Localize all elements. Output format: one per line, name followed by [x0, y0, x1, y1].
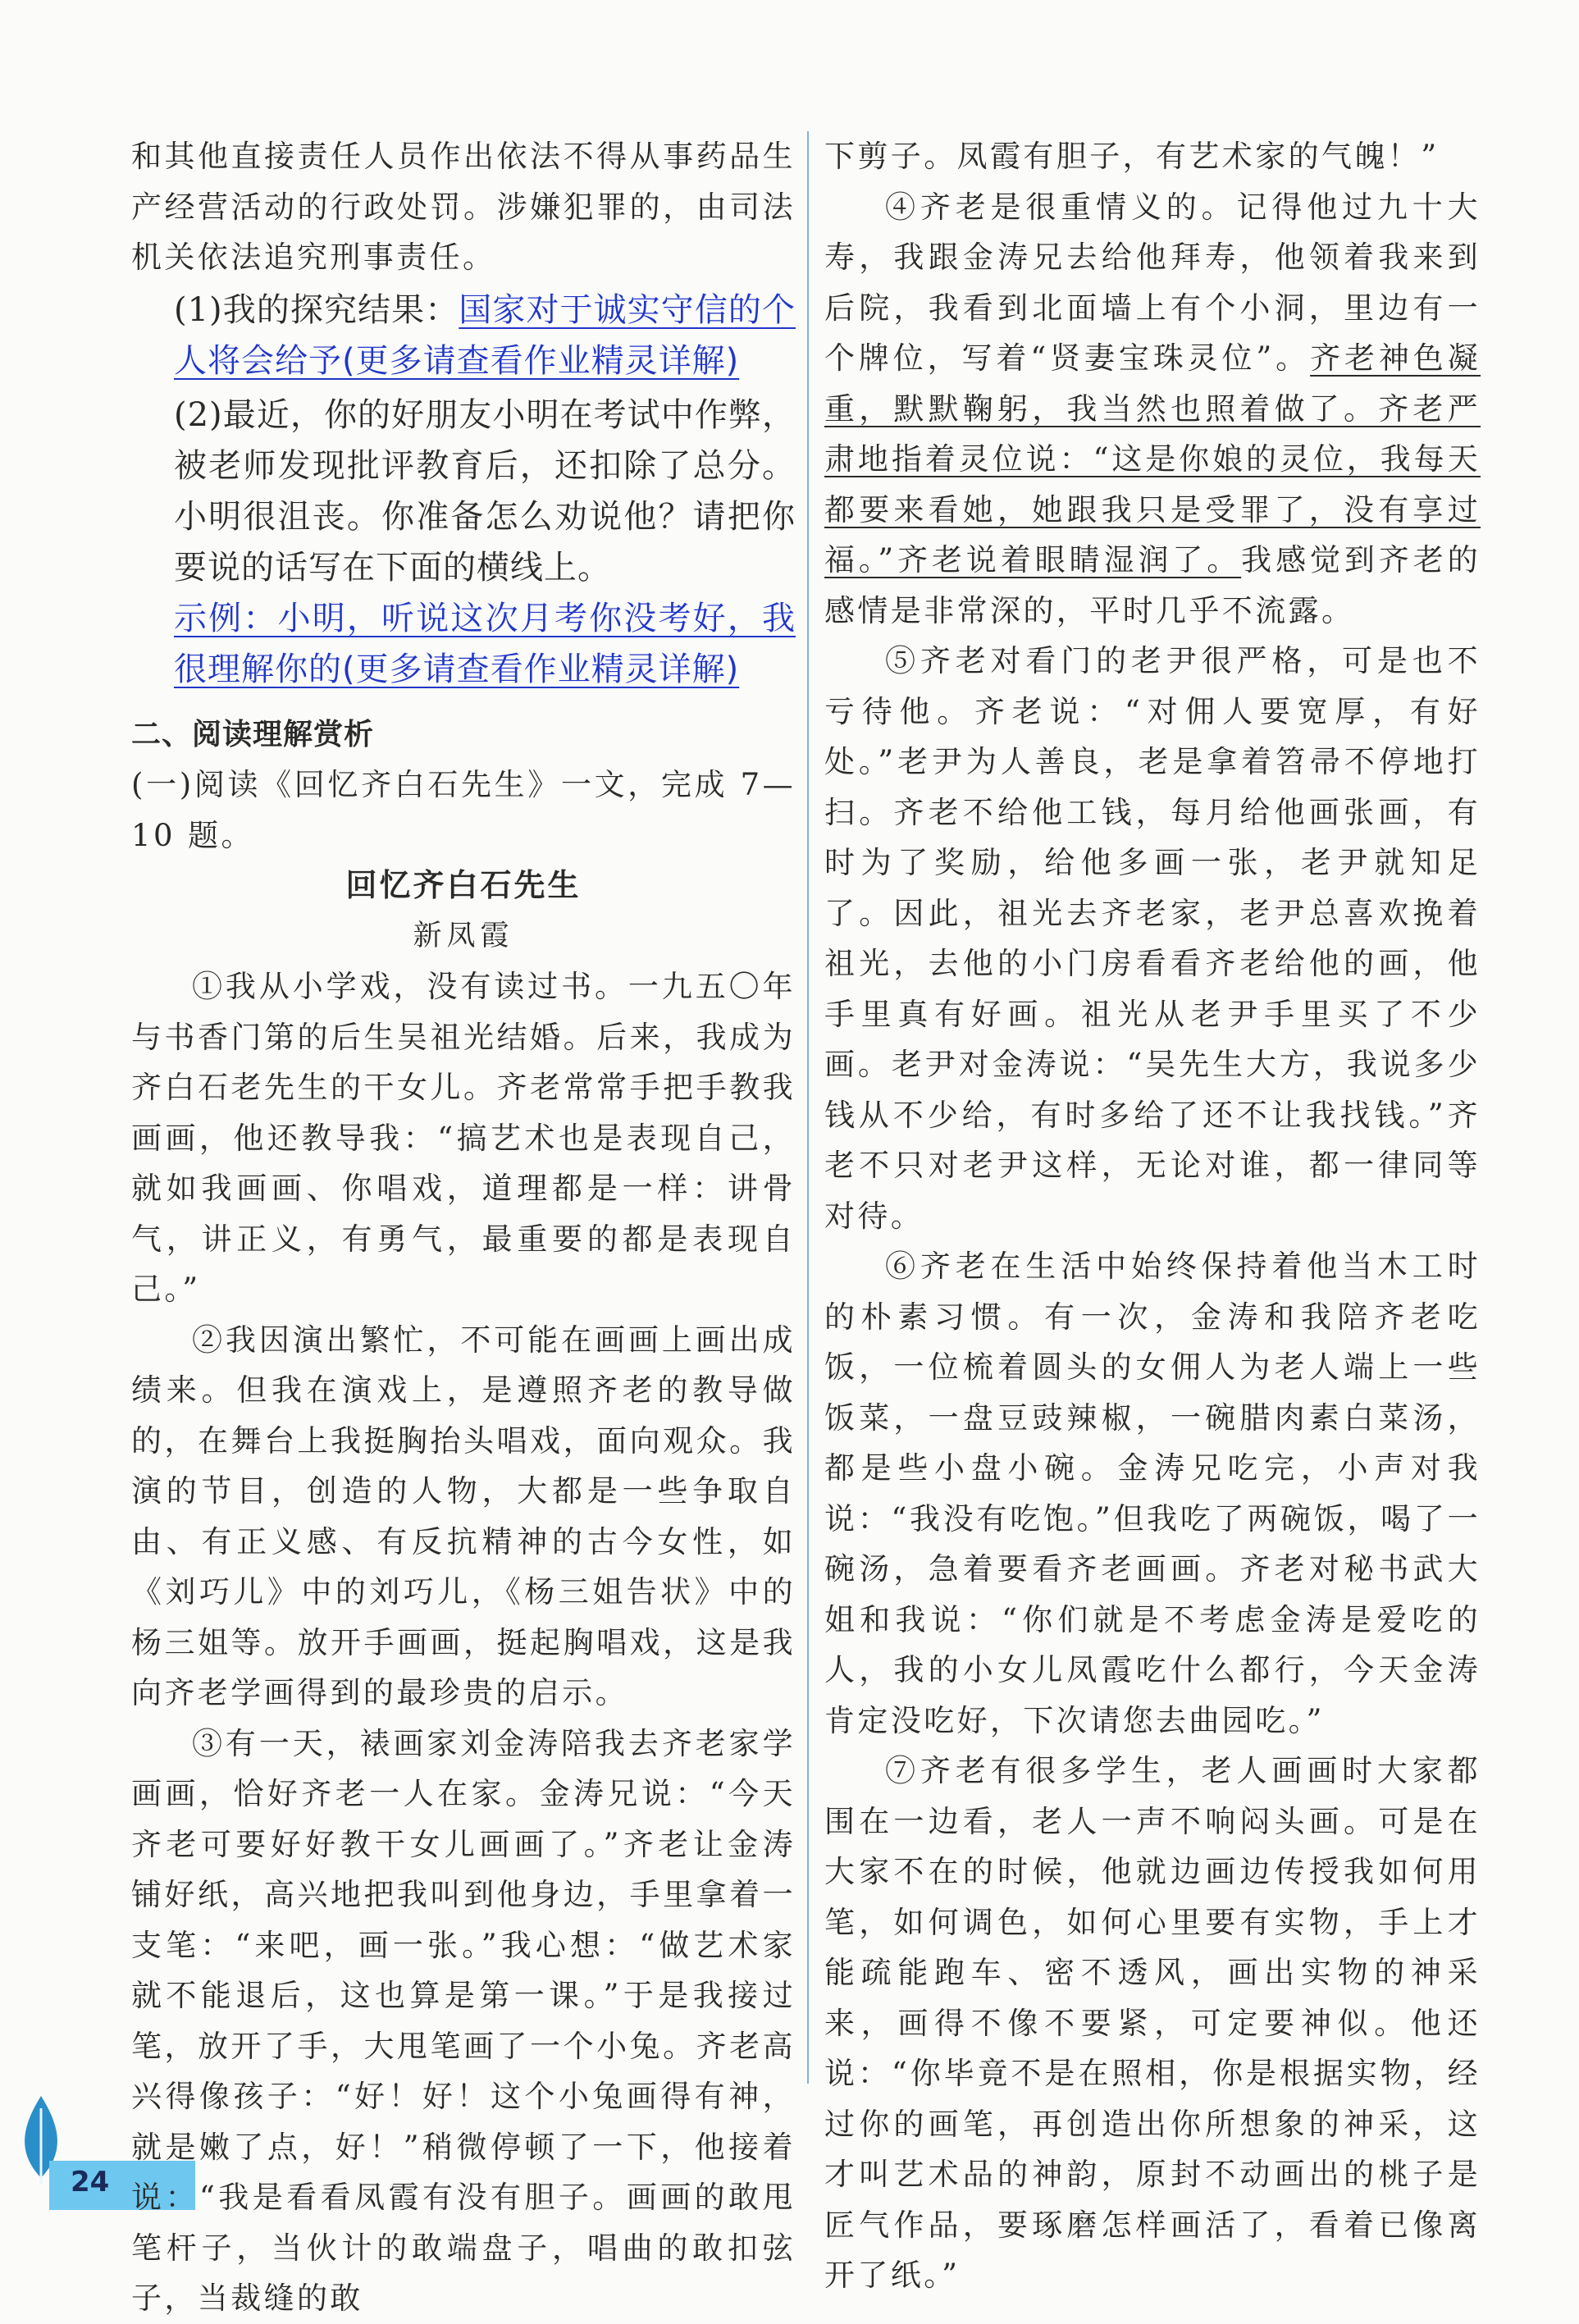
intro-text: 和其他直接责任人员作出依法不得从事药品生产经营活动的行政处罚。涉嫌犯罪的，由司法机关依法追究刑事责任。 — [131, 139, 796, 275]
question-1 — [131, 285, 796, 386]
question-2 — [131, 390, 796, 695]
paragraph-4 — [824, 182, 1481, 637]
q2-text: (2)最近，你的好朋友小明在考试中作弊，被老师发现批评教育后，还扣除了总分。小明很沮丧。你准备怎么劝说他？请把你要说的话写在下面的横线上。 — [174, 395, 796, 587]
paragraph-6: ⑥齐老在生活中始终保持着他当木工时的朴素习惯。有一次，金涛和我陪齐老吃饭，一位梳着圆头的女佣人为老人端上一些饭菜，一盘豆豉辣椒，一碗腊肉素白菜汤，都是些小盘小碗。金涛兄吃完，小声对我说：“我没有吃饱。”但我吃了两碗饭，喝了一碗汤，急着要看齐老画画。齐老对秘书武大姐和我说：“你们就是不考虑金涛是爱吃的人，我的小女儿凤霞吃什么都行，今天金涛肯定没吃好，下次请您去曲园吃。” — [824, 1249, 1481, 1738]
right-column — [824, 131, 1481, 2301]
paragraph-5: ⑤齐老对看门的老尹很严格，可是也不亏待他。齐老说：“对佣人要宽厚，有好处。”老尹为人善良，老是拿着笤帚不停地打扫。齐老不给他工钱，每月给他画张画，有时为了奖励，给他多画一张，老尹就知足了。因此，祖光去齐老家，老尹总喜欢挽着祖光，去他的小门房看看齐老给他的画，他手里真有好画。祖光从老尹手里买了不少画。老尹对金涛说：“吴先生大方，我说多少钱从不少给，有时多给了还不让我找钱。”齐老不只对老尹这样，无论对谁，都一律同等对待。 — [824, 643, 1481, 1234]
paragraph-3-end: 下剪子。凤霞有胆子，有艺术家的气魄！” — [824, 139, 1440, 174]
paragraph-3: ③有一天，裱画家刘金涛陪我去齐老家学画画，恰好齐老一人在家。金涛兄说：“今天齐老可要好好教干女儿画画了。”齐老让金涛铺好纸，高兴地把我叫到他身边，手里拿着一支笔：“来吧，画一张。”我心想：“做艺术家就不能退后，这也算是第一课。”于是我接过笔，放开了手，大甩笔画了一个小兔。齐老高兴得像孩子：“好！好！这个小兔画得有神，就是嫩了点，好！”稍微停顿了一下，他接着说：“我是看看凤霞有没有胆子。画画的敢甩笔杆子，当伙计的敢端盘子，唱曲的敢扣弦子，当裁缝的敢 — [131, 1725, 796, 2316]
q2-answer: 示例：小明，听说这次月考你没考好，我很理解你的(更多请查看作业精灵详解) — [174, 599, 796, 688]
article-author: 新凤霞 — [413, 919, 514, 952]
subsection-heading: (一)阅读《回忆齐白石先生》一文，完成 7—10 题。 — [131, 767, 796, 853]
q1-label: (1)我的探究结果： — [174, 290, 459, 329]
section-heading: 二、阅读理解赏析 — [131, 717, 375, 751]
paragraph-1: ①我从小学戏，没有读过书。一九五〇年与书香门第的后生吴祖光结婚。后来，我成为齐白石老先生的干女儿。齐老常常手把手教我画画，他还教导我：“搞艺术也是表现自己，就如我画画、你唱戏，道理都是一样：讲骨气，讲正义，有勇气，最重要的都是表现自己。” — [131, 969, 796, 1307]
column-divider — [807, 131, 809, 2084]
paragraph-4-underlined: 齐老神色凝重，默默鞠躬，我当然也照着做了。齐老严肃地指着灵位说：“这是你娘的灵位，我每天都要来看她，她跟我只是受罪了，没有享过福。”齐老说着眼睛湿润了。 — [824, 340, 1481, 578]
left-column — [131, 131, 796, 2324]
q1-answer: 国家对于诚实守信的个人将会给予(更多请查看作业精灵详解) — [174, 290, 796, 380]
article-title: 回忆齐白石先生 — [345, 867, 582, 903]
paragraph-7: ⑦齐老有很多学生，老人画画时大家都围在一边看，老人一声不响闷头画。可是在大家不在的时候，他就边画边传授我如何用笔，如何调色，如何心里要有实物，手上才能疏能跑车、密不透风，画出实物的神采来，画得不像不要紧，可定要神似。他还说：“你毕竟不是在照相，你是根据实物，经过你的画笔，再创造出你所想象的神采，这才叫艺术品的神韵，原封不动画出的桃子是匠气作品，要琢磨怎样画活了，看着已像离开了纸。” — [824, 1753, 1481, 2293]
paragraph-2: ②我因演出繁忙，不可能在画画上画出成绩来。但我在演戏上，是遵照齐老的教导做的，在舞台上我挺胸抬头唱戏，面向观众。我演的节目，创造的人物，大都是一些争取自由、有正义感、有反抗精神的古今女性，如《刘巧儿》中的刘巧儿，《杨三姐告状》中的杨三姐等。放开手画画，挺起胸唱戏，这是我向齐老学画得到的最珍贵的启示。 — [131, 1322, 796, 1710]
page-number: 24 — [71, 2166, 110, 2198]
paragraph-4-end: 我感觉到齐老的感情是非常深的，平时几乎不流露。 — [824, 542, 1481, 628]
paragraph-4-start: ④齐老是很重情义的。记得他过九十大寿，我跟金涛兄去给他拜寿，他领着我来到后院，我看到北面墙上有个小洞，里边有一个牌位，写着“贤妻宝珠灵位”。 — [824, 189, 1481, 376]
